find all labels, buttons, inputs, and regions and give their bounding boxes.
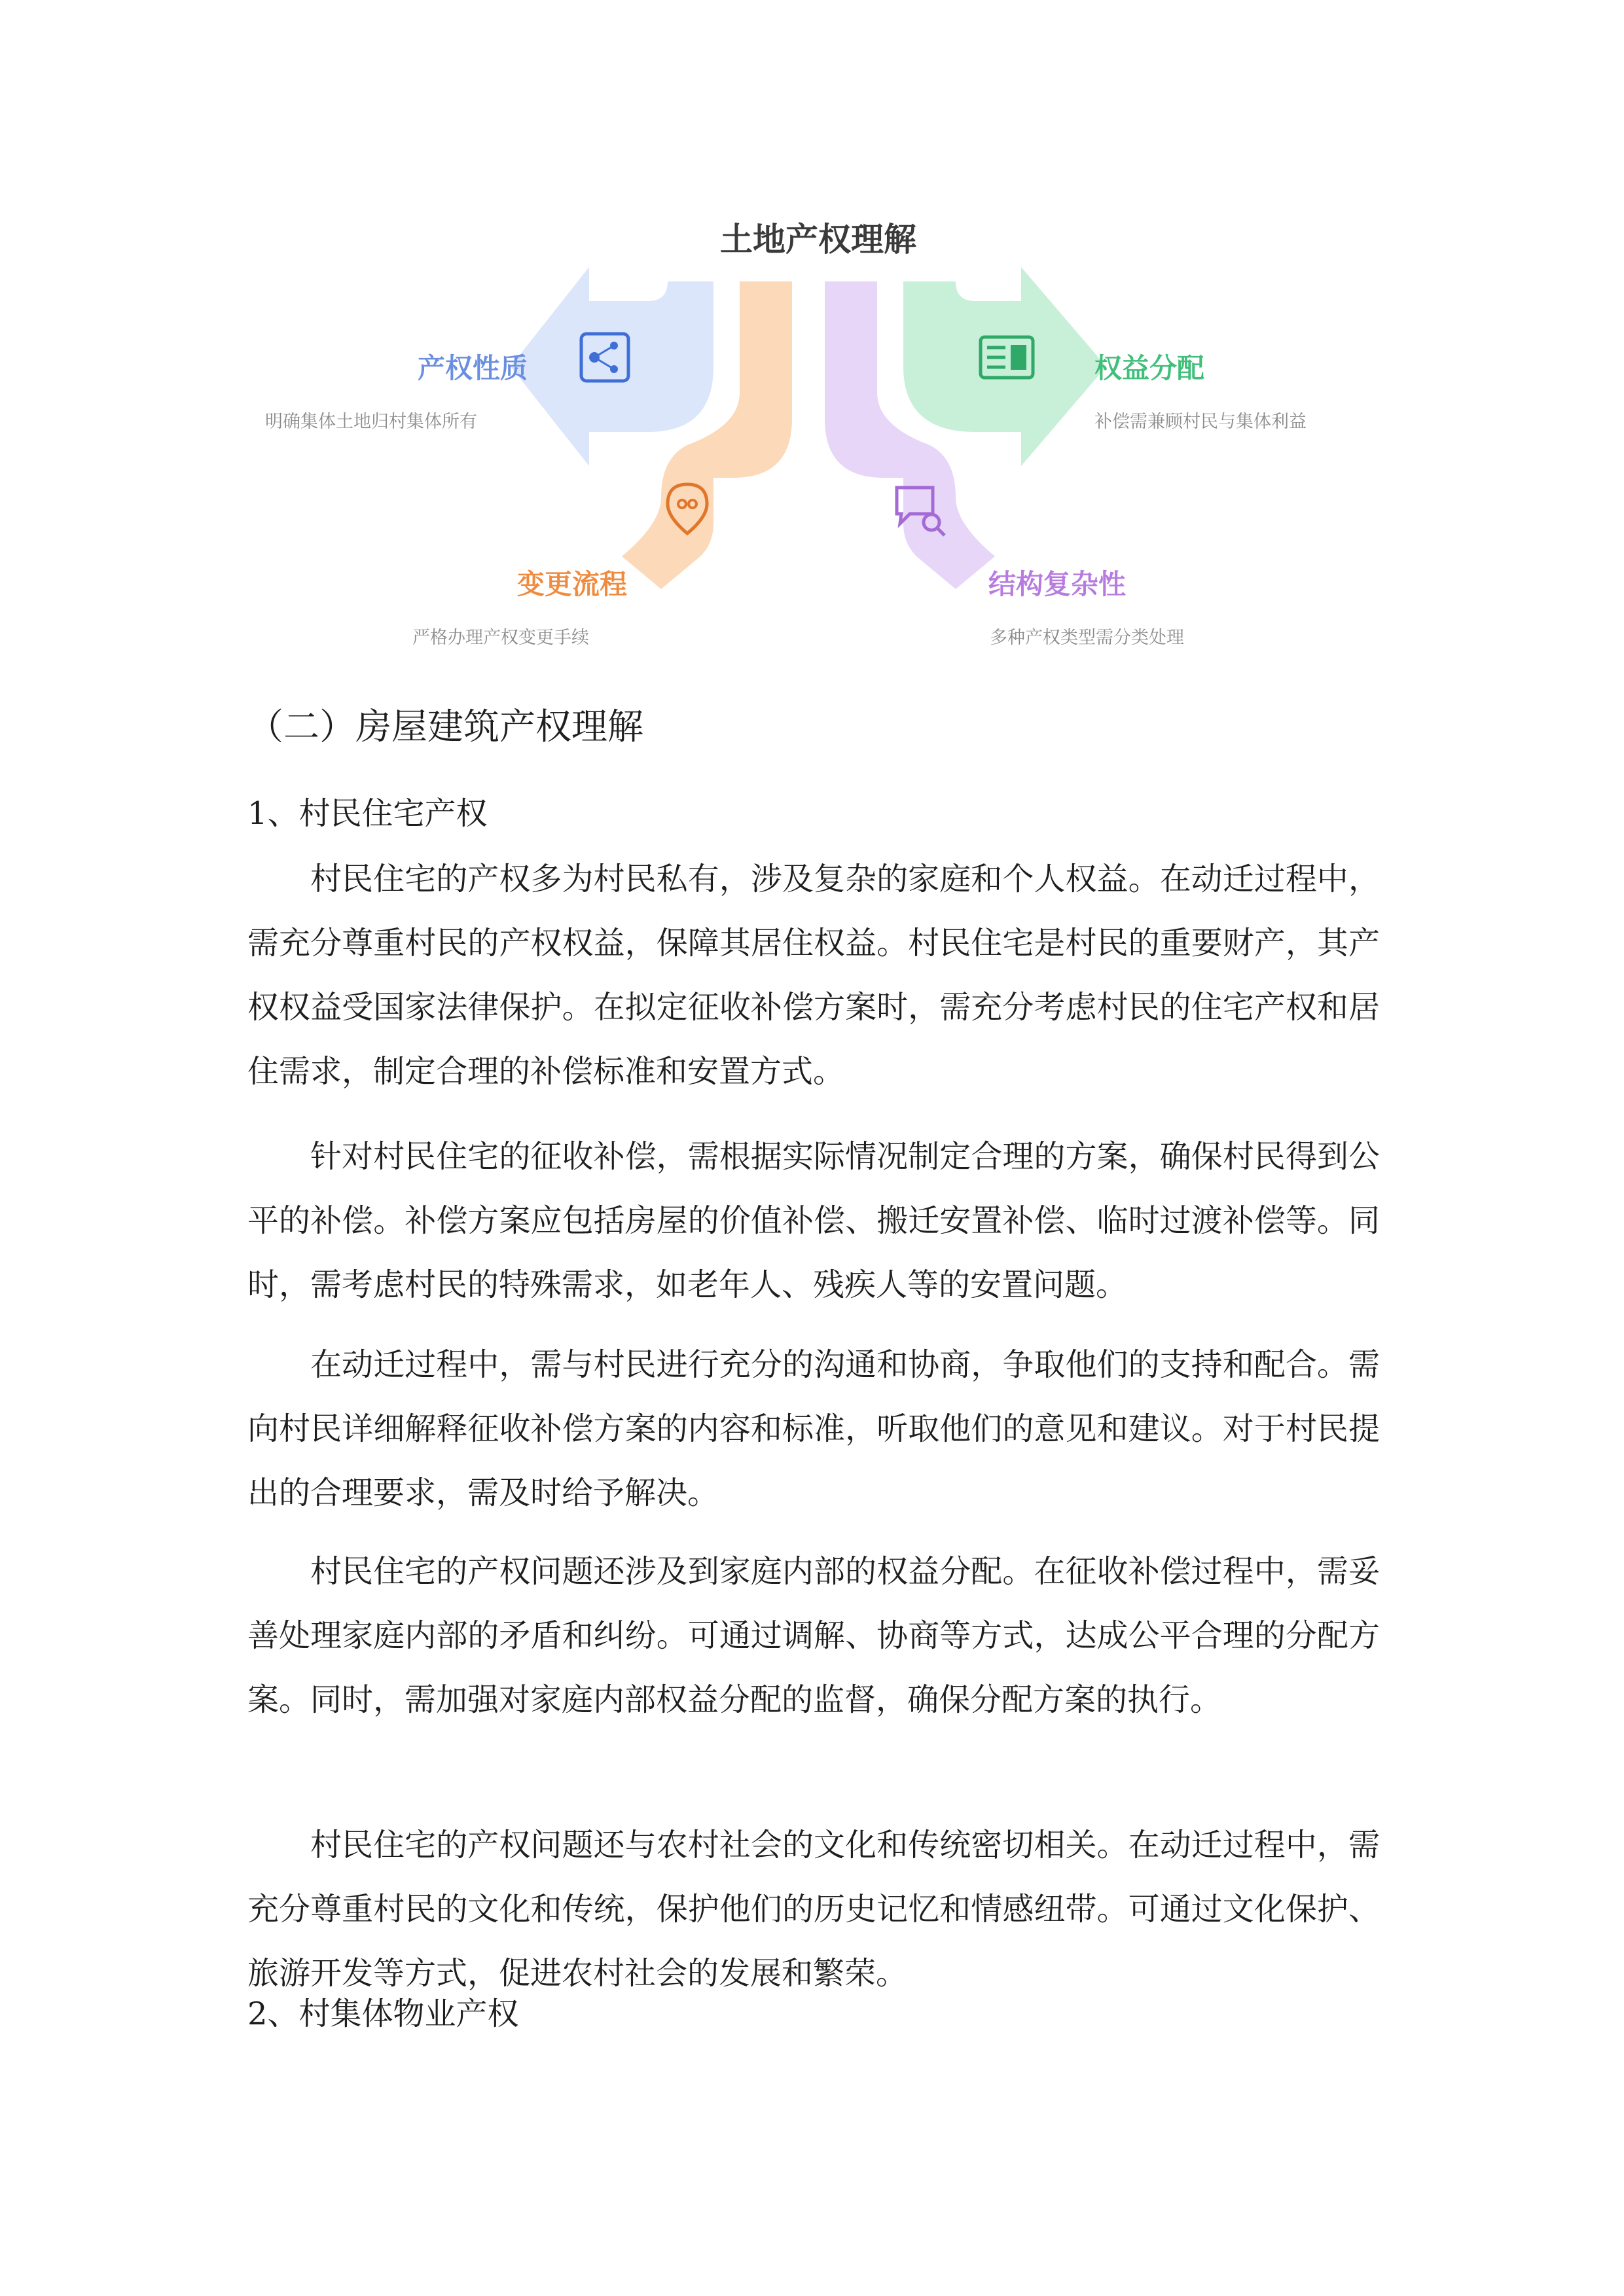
land-property-diagram bbox=[0, 0, 1624, 668]
paragraph: 村民住宅的产权问题还涉及到家庭内部的权益分配。在征收补偿过程中，需妥善处理家庭内部的矛盾和纠纷。可通过调解、协商等方式，达成公平合理的分配方案。同时，需加强对家庭内部权益分配的监督，确保分配方案的执行。 bbox=[247, 1553, 1380, 1718]
desc-property-nature: 明确集体土地归村集体所有 bbox=[265, 412, 477, 432]
label-rights-distribution: 权益分配 bbox=[1094, 352, 1205, 384]
desc-structure-complexity: 多种产权类型需分类处理 bbox=[990, 628, 1184, 648]
label-change-process: 变更流程 bbox=[517, 568, 628, 600]
section-heading: （二）房屋建筑产权理解 bbox=[247, 706, 644, 747]
diagram-arrows bbox=[0, 0, 1624, 668]
desc-change-process: 严格办理产权变更手续 bbox=[412, 628, 589, 648]
list-icon bbox=[981, 337, 1033, 378]
paragraph: 针对村民住宅的征收补偿，需根据实际情况制定合理的方案，确保村民得到公平的补偿。补偿方案应包括房屋的价值补偿、搬迁安置补偿、临时过渡补偿等。同时，需考虑村民的特殊需求，如老年人、残疾人等的安置问题。 bbox=[247, 1138, 1380, 1303]
paragraph: 村民住宅的产权多为村民私有，涉及复杂的家庭和个人权益。在动迁过程中，需充分尊重村民的产权权益，保障其居住权益。村民住宅是村民的重要财产，其产权权益受国家法律保护。在拟定征收补偿方案时，需充分考虑村民的住宅产权和居住需求，制定合理的补偿标准和安置方式。 bbox=[247, 861, 1380, 1090]
subheading-collective-property: 2、村集体物业产权 bbox=[247, 1996, 519, 2032]
diagram-title: 土地产权理解 bbox=[720, 221, 916, 259]
desc-rights-distribution: 补偿需兼顾村民与集体利益 bbox=[1094, 412, 1307, 432]
subheading-village-residence: 1、村民住宅产权 bbox=[247, 795, 488, 832]
label-structure-complexity: 结构复杂性 bbox=[988, 568, 1127, 600]
paragraph: 在动迁过程中，需与村民进行充分的沟通和协商，争取他们的支持和配合。需向村民详细解释征收补偿方案的内容和标准，听取他们的意见和建议。对于村民提出的合理要求，需及时给予解决。 bbox=[247, 1346, 1380, 1511]
paragraph: 村民住宅的产权问题还与农村社会的文化和传统密切相关。在动迁过程中，需充分尊重村民的文化和传统，保护他们的历史记忆和情感纽带。可通过文化保护、旅游开发等方式，促进农村社会的发展和繁荣。 bbox=[247, 1827, 1380, 1992]
label-property-nature: 产权性质 bbox=[418, 352, 528, 384]
